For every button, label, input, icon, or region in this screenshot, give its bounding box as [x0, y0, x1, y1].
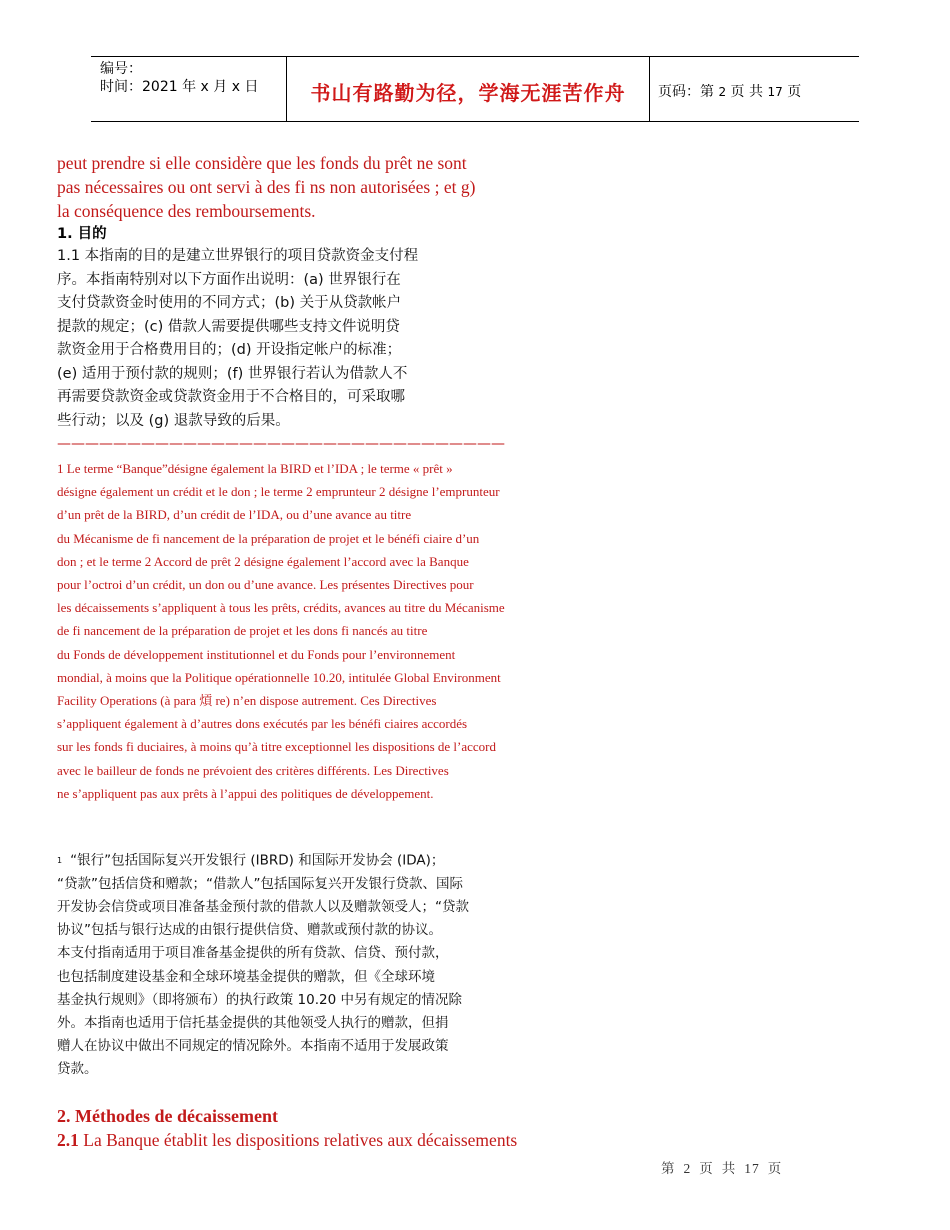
- intro-fr-line: la conséquence des remboursements.: [57, 201, 316, 221]
- fn-fr-line: ne s’appliquent pas aux prêts à l’appui des politiques de développement.: [57, 785, 434, 801]
- sec1-line: 1.1 本指南的目的是建立世界银行的项目贷款资金支付程: [57, 248, 419, 264]
- fn-fr-line: s’appliquent également à d’autres dons exécutés par les bénéfi ciaires accordés: [57, 716, 468, 732]
- motto-text: 书山有路勤为径，学海无涯苦作舟: [310, 81, 626, 105]
- fn-zh-text: “银行”包括国际复兴开发银行 (IBRD) 和国际开发协会 (IDA)；: [70, 852, 445, 869]
- fn-zh-line: 本支付指南适用于项目准备基金提供的所有贷款、信贷、预付款，: [57, 945, 449, 962]
- header-page-cell: [650, 57, 859, 121]
- section-1-paragraph: [57, 245, 577, 433]
- fn-zh-line: 协议”包括与银行达成的由银行提供信贷、赠款或预付款的协议。: [57, 922, 442, 939]
- fn-fr-line: 1 Le terme “Banque”désigne également la BIRD et l’IDA ; le terme « prêt »: [57, 461, 453, 476]
- fn-fr-line: don ; et le terme 2 Accord de prêt 2 désigne également l’accord avec la Banque: [57, 553, 469, 569]
- header-page-total: 17: [767, 85, 783, 99]
- section-2-1-line: [57, 1128, 577, 1152]
- footnote-french: [57, 457, 577, 805]
- section-2-heading: 2. Méthodes de décaissement: [57, 1105, 278, 1126]
- fn-zh-line: 也包括制度建设基金和全球环境基金提供的赠款，但《全球环境: [57, 968, 435, 985]
- document-body: [57, 151, 577, 1152]
- footnote-divider: ————————————————————————————————: [57, 436, 505, 452]
- sec1-line: 些行动；以及 (g) 退款导致的后果。: [57, 412, 290, 429]
- header-page-suffix: 页: [787, 84, 802, 100]
- footer-prefix: 第: [661, 1161, 676, 1176]
- fn-zh-line: 赠人在协议中做出不同规定的情况除外。本指南不适用于发展政策: [57, 1038, 449, 1055]
- fn-fr-line: pour l’octroi d’un crédit, un don ou d’une avance. Les présentes Directives pour: [57, 577, 474, 593]
- fn-fr-line: du Fonds de développement institutionnel et du Fonds pour l’environnement: [57, 646, 456, 662]
- footer-page-number: 2: [683, 1161, 692, 1176]
- fn-fr-line: Facility Operations (à para 熕 re) n’en dispose autrement. Ces Directives: [57, 693, 437, 709]
- sec1-line: 款资金用于合格费用目的；(d) 开设指定帐户的标准；: [57, 342, 402, 358]
- fn-fr-line: les décaissements s’appliquent à tous les prêts, crédits, avances au titre du Mécanisme: [57, 600, 505, 616]
- fn-fr-line: d’un prêt de la BIRD, d’un crédit de l’IDA, ou d’une avance au titre: [57, 507, 412, 523]
- sec1-line: 再需要贷款资金或贷款资金用于不合格目的，可采取哪: [57, 389, 405, 405]
- footer-page-total: 17: [744, 1161, 760, 1176]
- page-footer: [657, 1157, 786, 1177]
- footnote-marker: 1: [57, 856, 63, 866]
- sec1-line: 提款的规定；(c) 借款人需要提供哪些支持文件说明贷: [57, 318, 400, 335]
- section-2: [57, 1104, 577, 1152]
- footnote-chinese: [57, 849, 577, 1082]
- footer-suffix: 页: [767, 1161, 783, 1176]
- intro-french: [57, 151, 577, 223]
- fn-fr-line: du Mécanisme de fi nancement de la préparation de projet et le bénéfi ciaire d’un: [57, 530, 480, 546]
- intro-fr-line: peut prendre si elle considère que les fonds du prêt ne sont: [57, 153, 467, 173]
- header-page-info: [658, 81, 801, 101]
- number-label: 编号：: [100, 61, 142, 77]
- fn-zh-line: 基金执行规则》（即将颁布）的执行政策 10.20 中另有规定的情况除: [57, 991, 462, 1008]
- time-label: 时间：2021 年 x 月 x 日: [100, 79, 259, 95]
- fn-zh-line: “贷款”包括信贷和赠款；“借款人”包括国际复兴开发银行贷款、国际: [57, 875, 463, 892]
- section-1-heading: 1. 目的: [57, 226, 107, 242]
- sec1-line: 序。本指南特别对以下方面作出说明：(a) 世界银行在: [57, 271, 401, 288]
- header-page-mid: 页 共: [730, 84, 763, 100]
- fn-zh-line: 开发协会信贷或项目准备基金预付款的借款人以及赠款领受人；“贷款: [57, 899, 469, 916]
- fn-fr-line: sur les fonds fi duciaires, à moins qu’à titre exceptionnel les dispositions de l’accord: [57, 739, 496, 755]
- page-header: [91, 56, 859, 122]
- section-2-1-text: La Banque établit les dispositions relatives aux décaissements: [78, 1129, 518, 1150]
- header-page-prefix: 页码：第: [658, 84, 714, 100]
- intro-fr-line: pas nécessaires ou ont servi à des fi ns non autorisées ; et g): [57, 177, 476, 197]
- header-motto-cell: [287, 57, 650, 121]
- fn-fr-line: de fi nancement de la préparation de projet et les dons fi nancés au titre: [57, 623, 428, 639]
- fn-fr-line: désigne également un crédit et le don ; le terme 2 emprunteur 2 désigne l’emprunteur: [57, 484, 500, 500]
- footer-mid2: 共: [721, 1161, 737, 1176]
- sec1-line: (e) 适用于预付款的规则；(f) 世界银行若认为借款人不: [57, 365, 408, 382]
- fn-fr-line: mondial, à moins que la Politique opérationnelle 10.20, intitulée Global Environment: [57, 669, 501, 685]
- header-meta-cell: [91, 57, 287, 121]
- header-page-number: 2: [718, 85, 727, 99]
- footer-mid1: 页: [699, 1161, 714, 1176]
- fn-fr-line: avec le bailleur de fonds ne prévoient des critères différents. Les Directives: [57, 762, 449, 778]
- sec1-line: 支付贷款资金时使用的不同方式；(b) 关于从贷款帐户: [57, 295, 402, 311]
- section-2-1-number: 2.1: [57, 1129, 79, 1150]
- fn-zh-line: [57, 849, 577, 873]
- fn-zh-line: 贷款。: [57, 1061, 98, 1078]
- fn-zh-line: 外。本指南也适用于信托基金提供的其他领受人执行的赠款，但捐: [57, 1015, 449, 1032]
